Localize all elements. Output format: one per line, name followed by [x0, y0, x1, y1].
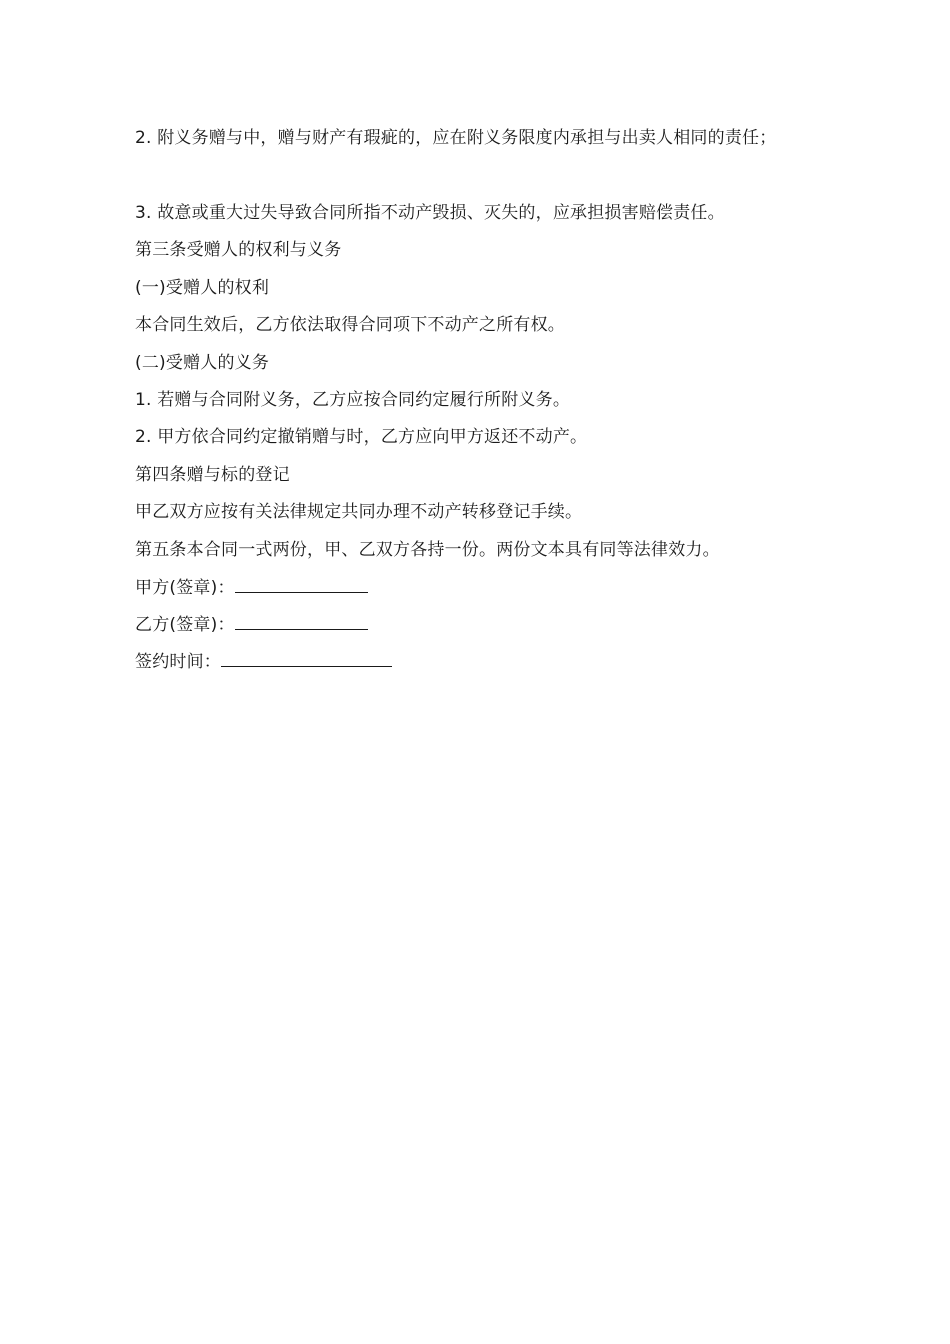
clause-line-rights: 本合同生效后，乙方依法取得合同项下不动产之所有权。	[135, 315, 565, 335]
article-3-heading: 第三条受赠人的权利与义务	[135, 240, 342, 260]
clause-line-duty-1: 1. 若赠与合同附义务，乙方应按合同约定履行所附义务。	[135, 390, 571, 410]
section-heading-duties: (二)受赠人的义务	[135, 353, 270, 373]
signature-date-label: 签约时间：	[135, 652, 221, 672]
clause-line-registration: 甲乙双方应按有关法律规定共同办理不动产转移登记手续。	[135, 502, 583, 522]
signature-date-blank[interactable]	[221, 649, 392, 667]
signature-party-b-blank[interactable]	[235, 612, 368, 630]
signature-party-a	[135, 575, 368, 600]
signature-date	[135, 649, 392, 674]
clause-line-1: 2. 附义务赠与中，赠与财产有瑕疵的，应在附义务限度内承担与出卖人相同的责任；	[135, 128, 777, 148]
article-5-line: 第五条本合同一式两份，甲、乙双方各持一份。两份文本具有同等法律效力。	[135, 540, 720, 560]
article-4-heading: 第四条赠与标的登记	[135, 465, 290, 485]
clause-line-2: 3. 故意或重大过失导致合同所指不动产毁损、灭失的，应承担损害赔偿责任。	[135, 203, 725, 223]
signature-party-b	[135, 612, 368, 637]
section-heading-rights: (一)受赠人的权利	[135, 278, 270, 298]
signature-party-b-label: 乙方(签章)：	[135, 615, 235, 635]
signature-party-a-label: 甲方(签章)：	[135, 578, 235, 598]
clause-line-duty-2: 2. 甲方依合同约定撤销赠与时，乙方应向甲方返还不动产。	[135, 427, 588, 447]
signature-party-a-blank[interactable]	[235, 575, 368, 593]
